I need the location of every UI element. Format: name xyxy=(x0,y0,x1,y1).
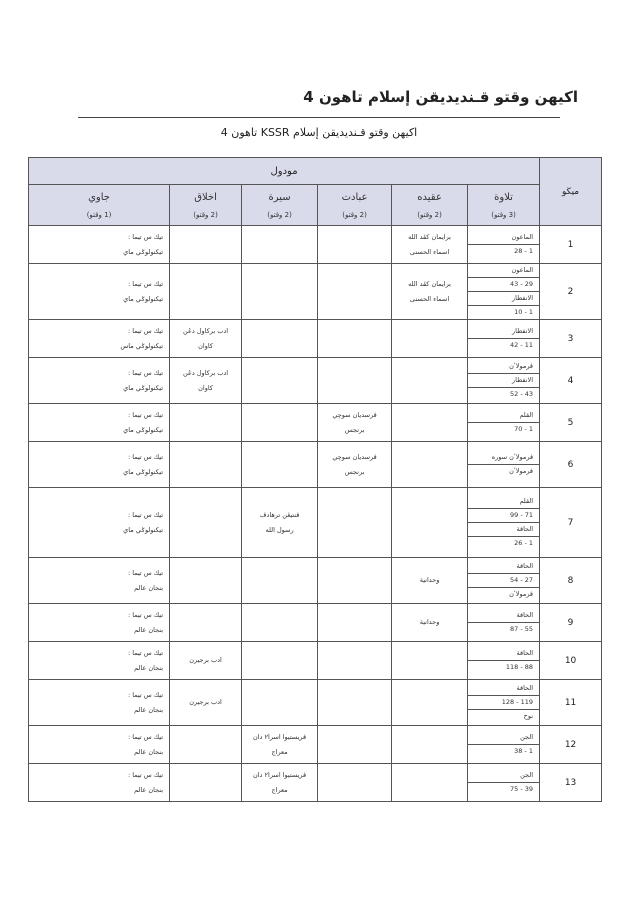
column-header-tilawah: تلاوة (3 وقتو) xyxy=(468,185,540,226)
column-header-row xyxy=(29,185,602,226)
jawi-text: تيك س تيما : xyxy=(127,232,164,241)
cell-ibadah xyxy=(318,726,392,764)
ibadah-text: برنجس xyxy=(344,467,365,476)
tilawah-entry: ڤرمولاٴن xyxy=(468,587,539,601)
cell-akhlak xyxy=(170,488,242,558)
title-divider xyxy=(78,117,560,118)
jawi-text: بنجان عالم xyxy=(134,625,164,634)
cell-tilawah xyxy=(468,680,540,726)
cell-sirah xyxy=(242,642,318,680)
cell-sirah xyxy=(242,488,318,558)
jawi-text: تيك س تيما : xyxy=(127,568,164,577)
cell-aqidah xyxy=(392,488,468,558)
cell-akhlak xyxy=(170,264,242,320)
cell-akhlak xyxy=(170,404,242,442)
tilawah-entry: الماعون xyxy=(511,233,534,241)
jawi-text: تيكنولوݢي ماي xyxy=(123,383,164,392)
cell-ibadah xyxy=(318,764,392,802)
cell-aqidah xyxy=(392,358,468,404)
aqidah-text: اسماء الحسنى xyxy=(409,294,450,303)
cell-tilawah xyxy=(468,320,540,358)
cell-aqidah xyxy=(392,726,468,764)
sirah-text: ڤنتيڠن ترهادڤ xyxy=(259,510,300,519)
table-row xyxy=(29,320,602,358)
cell-aqidah xyxy=(392,642,468,680)
tilawah-entry: الماعون xyxy=(511,266,534,274)
sirah-text: معراج xyxy=(271,785,288,794)
week-number: 12 xyxy=(540,726,602,764)
tilawah-entry: ڤرمولاٴن xyxy=(468,464,539,478)
tilawah-entry: 1 - 28 xyxy=(468,244,539,258)
cell-akhlak xyxy=(170,226,242,264)
document-title: اكيهن وقتو قـنديديقن إسلام تاهون 4 xyxy=(303,88,578,106)
jawi-text: تيكنولوݢي ماي xyxy=(123,247,164,256)
aqidah-text: برايمان كڤد الله xyxy=(408,232,451,241)
akhlak-text: ادب برجيرن xyxy=(189,656,222,664)
cell-akhlak xyxy=(170,320,242,358)
week-number: 6 xyxy=(540,442,602,488)
jawi-text: تيكنولوݢي ماي xyxy=(123,425,164,434)
tilawah-entry: 1 - 10 xyxy=(468,305,539,319)
aqidah-text: اسماء الحسنى xyxy=(409,247,450,256)
table-row xyxy=(29,604,602,642)
column-header-ibadah: عبادت (2 وقتو) xyxy=(318,185,392,226)
table-row xyxy=(29,264,602,320)
module-header: مودول xyxy=(29,158,540,185)
cell-jawi xyxy=(29,320,170,358)
tilawah-entry: 27 - 54 xyxy=(468,573,539,587)
jawi-text: تيك س تيما : xyxy=(127,648,164,657)
cell-sirah xyxy=(242,226,318,264)
jawi-text: بنجان عالم xyxy=(134,583,164,592)
week-number: 2 xyxy=(540,264,602,320)
tilawah-entry: الانفطار xyxy=(468,373,539,387)
cell-tilawah xyxy=(468,604,540,642)
jawi-text: تيك س تيما : xyxy=(127,732,164,741)
cell-aqidah xyxy=(392,604,468,642)
cell-sirah xyxy=(242,358,318,404)
aqidah-text: وحدانية xyxy=(419,618,440,626)
cell-akhlak xyxy=(170,642,242,680)
cell-ibadah xyxy=(318,442,392,488)
cell-ibadah xyxy=(318,604,392,642)
jawi-text: تيكنولوݢي ماي xyxy=(123,294,164,303)
cell-sirah xyxy=(242,404,318,442)
tilawah-entry: 1 - 70 xyxy=(468,422,539,436)
cell-jawi xyxy=(29,442,170,488)
week-number: 10 xyxy=(540,642,602,680)
cell-tilawah xyxy=(468,558,540,604)
jawi-text: تيك س تيما : xyxy=(127,326,164,335)
tilawah-entry: 11 - 42 xyxy=(468,338,539,352)
tilawah-entry: ڤرمولاٴن xyxy=(509,362,534,370)
week-number: 8 xyxy=(540,558,602,604)
cell-sirah xyxy=(242,726,318,764)
cell-ibadah xyxy=(318,642,392,680)
tilawah-entry: 119 - 128 xyxy=(468,695,539,709)
sirah-text: رسول الله xyxy=(265,525,294,534)
sirah-text: ڤريستيوا اسرا٢ دان xyxy=(252,770,307,779)
cell-jawi xyxy=(29,726,170,764)
table-row xyxy=(29,488,602,558)
column-header-jawi: جاوي (1 وقتو) xyxy=(29,185,170,226)
akhlak-text: ادب برجيرن xyxy=(189,698,222,706)
week-number: 5 xyxy=(540,404,602,442)
cell-akhlak xyxy=(170,358,242,404)
tilawah-entry: 1 - 26 xyxy=(468,536,539,550)
cell-akhlak xyxy=(170,558,242,604)
cell-jawi xyxy=(29,264,170,320)
cell-sirah xyxy=(242,442,318,488)
cell-jawi xyxy=(29,558,170,604)
cell-tilawah xyxy=(468,226,540,264)
week-number: 1 xyxy=(540,226,602,264)
cell-ibadah xyxy=(318,320,392,358)
cell-ibadah xyxy=(318,680,392,726)
cell-aqidah xyxy=(392,264,468,320)
table-row xyxy=(29,442,602,488)
week-number: 9 xyxy=(540,604,602,642)
akhlak-text: ادب برکاول دڠن xyxy=(183,368,229,377)
cell-tilawah xyxy=(468,764,540,802)
cell-ibadah xyxy=(318,488,392,558)
ibadah-text: برنجس xyxy=(344,425,365,434)
tilawah-entry: الانفطار xyxy=(511,327,534,335)
table-row xyxy=(29,226,602,264)
tilawah-entry: 29 - 43 xyxy=(468,277,539,291)
tilawah-entry: الجن xyxy=(520,771,534,779)
cell-aqidah xyxy=(392,226,468,264)
tilawah-entry: 39 - 75 xyxy=(468,782,539,796)
jawi-text: تيك س تيما : xyxy=(127,770,164,779)
cell-jawi xyxy=(29,488,170,558)
cell-akhlak xyxy=(170,680,242,726)
cell-akhlak xyxy=(170,442,242,488)
jawi-text: تيك س تيما : xyxy=(127,510,164,519)
jawi-text: تيكنولوݢي ماي xyxy=(123,525,164,534)
ibadah-text: ڤرسديان سوچي xyxy=(332,410,377,419)
cell-akhlak xyxy=(170,726,242,764)
cell-sirah xyxy=(242,604,318,642)
cell-aqidah xyxy=(392,404,468,442)
jawi-text: تيكنولوݢي ماي xyxy=(123,467,164,476)
week-header: ميڬو xyxy=(540,158,602,226)
sirah-text: ڤريستيوا اسرا٢ دان xyxy=(252,732,307,741)
jawi-text: تيك س تيما : xyxy=(127,368,164,377)
column-header-sirah: سيرة (2 وقتو) xyxy=(242,185,318,226)
cell-jawi xyxy=(29,358,170,404)
document-subtitle: اكيهن وقتو قـنديديقن إسلام KSSR تاهون 4 xyxy=(220,126,418,139)
tilawah-entry: القلم xyxy=(519,411,534,419)
cell-tilawah xyxy=(468,488,540,558)
tilawah-entry: الحاقة xyxy=(516,611,534,619)
tilawah-entry: الحاقة xyxy=(516,562,534,570)
cell-aqidah xyxy=(392,764,468,802)
cell-akhlak xyxy=(170,604,242,642)
tilawah-entry: نوح xyxy=(468,709,539,723)
week-number: 7 xyxy=(540,488,602,558)
tilawah-entry: 88 - 118 xyxy=(468,660,539,674)
cell-ibadah xyxy=(318,264,392,320)
cell-ibadah xyxy=(318,558,392,604)
cell-aqidah xyxy=(392,442,468,488)
cell-jawi xyxy=(29,764,170,802)
cell-sirah xyxy=(242,264,318,320)
week-number: 13 xyxy=(540,764,602,802)
tilawah-entry: 55 - 87 xyxy=(468,622,539,636)
cell-sirah xyxy=(242,558,318,604)
cell-aqidah xyxy=(392,680,468,726)
cell-jawi xyxy=(29,226,170,264)
cell-sirah xyxy=(242,680,318,726)
jawi-text: بنجان عالم xyxy=(134,747,164,756)
cell-tilawah xyxy=(468,726,540,764)
table-row xyxy=(29,680,602,726)
cell-tilawah xyxy=(468,642,540,680)
table-row xyxy=(29,642,602,680)
ibadah-text: ڤرسديان سوچي xyxy=(332,452,377,461)
cell-ibadah xyxy=(318,226,392,264)
tilawah-entry: 71 - 99 xyxy=(468,508,539,522)
akhlak-text: کاوان xyxy=(198,341,213,350)
week-number: 3 xyxy=(540,320,602,358)
cell-ibadah xyxy=(318,404,392,442)
jawi-text: تيك س تيما : xyxy=(127,690,164,699)
tilawah-entry: الانفطار xyxy=(468,291,539,305)
schedule-table xyxy=(28,157,602,802)
cell-tilawah xyxy=(468,442,540,488)
tilawah-entry: الجن xyxy=(520,733,534,741)
tilawah-entry: ڤرمولاٴن سوره xyxy=(491,453,534,461)
column-header-akhlak: اخلاق (2 وقتو) xyxy=(170,185,242,226)
aqidah-text: وحدانية xyxy=(419,576,440,584)
cell-jawi xyxy=(29,604,170,642)
table-row xyxy=(29,358,602,404)
jawi-text: تيك س تيما : xyxy=(127,452,164,461)
column-header-aqidah: عقيده (2 وقتو) xyxy=(392,185,468,226)
akhlak-text: کاوان xyxy=(198,383,213,392)
cell-tilawah xyxy=(468,264,540,320)
cell-aqidah xyxy=(392,320,468,358)
tilawah-entry: القلم xyxy=(519,497,534,505)
cell-jawi xyxy=(29,404,170,442)
jawi-text: تيك س تيما : xyxy=(127,610,164,619)
table-row xyxy=(29,764,602,802)
cell-tilawah xyxy=(468,404,540,442)
jawi-text: بنجان عالم xyxy=(134,785,164,794)
jawi-text: تيكنولوݢي ماس xyxy=(120,341,164,350)
tilawah-entry: الحاقة xyxy=(468,522,539,536)
tilawah-entry: 43 - 52 xyxy=(468,387,539,401)
table-row xyxy=(29,726,602,764)
schedule-body xyxy=(29,226,602,802)
aqidah-text: برايمان كڤد الله xyxy=(408,279,451,288)
jawi-text: بنجان عالم xyxy=(134,663,164,672)
cell-akhlak xyxy=(170,764,242,802)
tilawah-entry: الحاقة xyxy=(516,649,534,657)
jawi-text: تيك س تيما : xyxy=(127,279,164,288)
cell-aqidah xyxy=(392,558,468,604)
cell-sirah xyxy=(242,764,318,802)
cell-ibadah xyxy=(318,358,392,404)
table-row xyxy=(29,404,602,442)
week-number: 4 xyxy=(540,358,602,404)
cell-sirah xyxy=(242,320,318,358)
tilawah-entry: الحاقة xyxy=(516,684,534,692)
cell-jawi xyxy=(29,642,170,680)
week-number: 11 xyxy=(540,680,602,726)
jawi-text: تيك س تيما : xyxy=(127,410,164,419)
akhlak-text: ادب برکاول دڠن xyxy=(183,326,229,335)
cell-tilawah xyxy=(468,358,540,404)
cell-jawi xyxy=(29,680,170,726)
tilawah-entry: 1 - 38 xyxy=(468,744,539,758)
jawi-text: بنجان عالم xyxy=(134,705,164,714)
table-row xyxy=(29,558,602,604)
sirah-text: معراج xyxy=(271,747,288,756)
